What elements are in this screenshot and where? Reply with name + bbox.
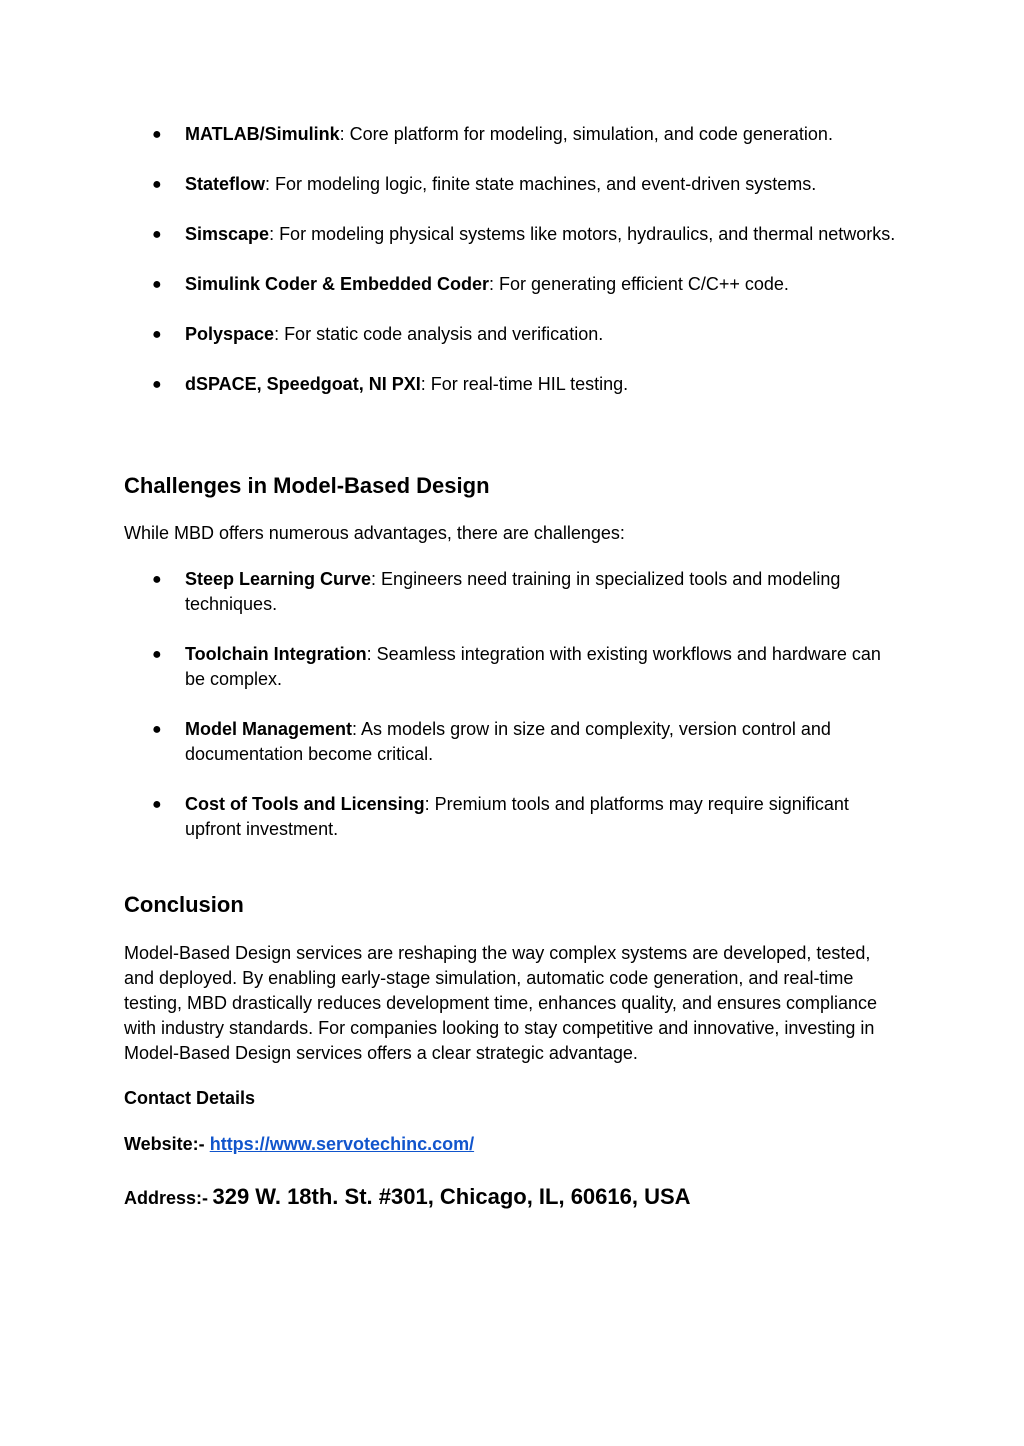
item-term: Steep Learning Curve: [185, 569, 372, 589]
item-term: MATLAB/Simulink: [185, 124, 340, 144]
item-term: dSPACE, Speedgoat, NI PXI: [185, 374, 421, 394]
list-item: [124, 322, 896, 347]
item-desc: : For static code analysis and verification.: [274, 324, 604, 344]
item-desc: : Seamless integration with existing workflows and hardware can be complex.: [185, 644, 881, 689]
website-line: [124, 1132, 474, 1157]
list-item: [124, 567, 896, 617]
item-term: Polyspace: [185, 324, 275, 344]
address-value: 329 W. 18th. St. #301, Chicago, IL, 60616, USA: [212, 1184, 691, 1209]
item-desc: : Engineers need training in specialized tools and modeling techniques.: [185, 569, 841, 614]
item-term: Model Management: [185, 719, 353, 739]
list-item: [124, 272, 896, 297]
contact-heading: Contact Details: [124, 1088, 256, 1108]
item-term: Simscape: [185, 224, 270, 244]
item-desc: : Premium tools and platforms may require significant upfront investment.: [185, 794, 849, 839]
item-desc: : For generating efficient C/C++ code.: [489, 274, 789, 294]
conclusion-heading: Conclusion: [124, 892, 244, 917]
list-item: [124, 172, 896, 197]
tools-list: [124, 122, 896, 422]
conclusion-paragraph: Model-Based Design services are reshaping the way complex systems are developed, tested, and deployed. By enabling early-stage simulation, automatic code generation, and real-time testing, MBD drastically reduces development time, enhances quality, and ensures compliance with industry standards. For companies looking to stay competitive and innovative, investing in Model-Based Design services offers a clear strategic advantage.: [124, 943, 878, 1063]
challenges-list: [124, 567, 896, 867]
address-label: Address:-: [124, 1188, 209, 1208]
item-term: Cost of Tools and Licensing: [185, 794, 425, 814]
list-item: [124, 372, 896, 397]
item-term: Toolchain Integration: [185, 644, 367, 664]
list-item: [124, 222, 896, 247]
item-desc: : For modeling physical systems like motors, hydraulics, and thermal networks.: [269, 224, 896, 244]
list-item: [124, 792, 896, 842]
challenges-heading: Challenges in Model-Based Design: [124, 473, 490, 498]
address-line: [124, 1180, 691, 1217]
item-desc: : For real-time HIL testing.: [420, 374, 629, 394]
challenges-intro: While MBD offers numerous advantages, there are challenges:: [124, 523, 625, 543]
list-item: [124, 122, 896, 147]
item-desc: : For modeling logic, finite state machines, and event-driven systems.: [265, 174, 817, 194]
item-desc: : As models grow in size and complexity, version control and documentation become critical.: [185, 719, 831, 764]
website-link[interactable]: https://www.servotechinc.com/: [209, 1134, 475, 1154]
item-desc: : Core platform for modeling, simulation, and code generation.: [339, 124, 833, 144]
list-item: [124, 642, 896, 692]
website-label: Website:-: [124, 1134, 205, 1154]
list-item: [124, 717, 896, 767]
item-term: Simulink Coder & Embedded Coder: [185, 274, 490, 294]
item-term: Stateflow: [185, 174, 266, 194]
